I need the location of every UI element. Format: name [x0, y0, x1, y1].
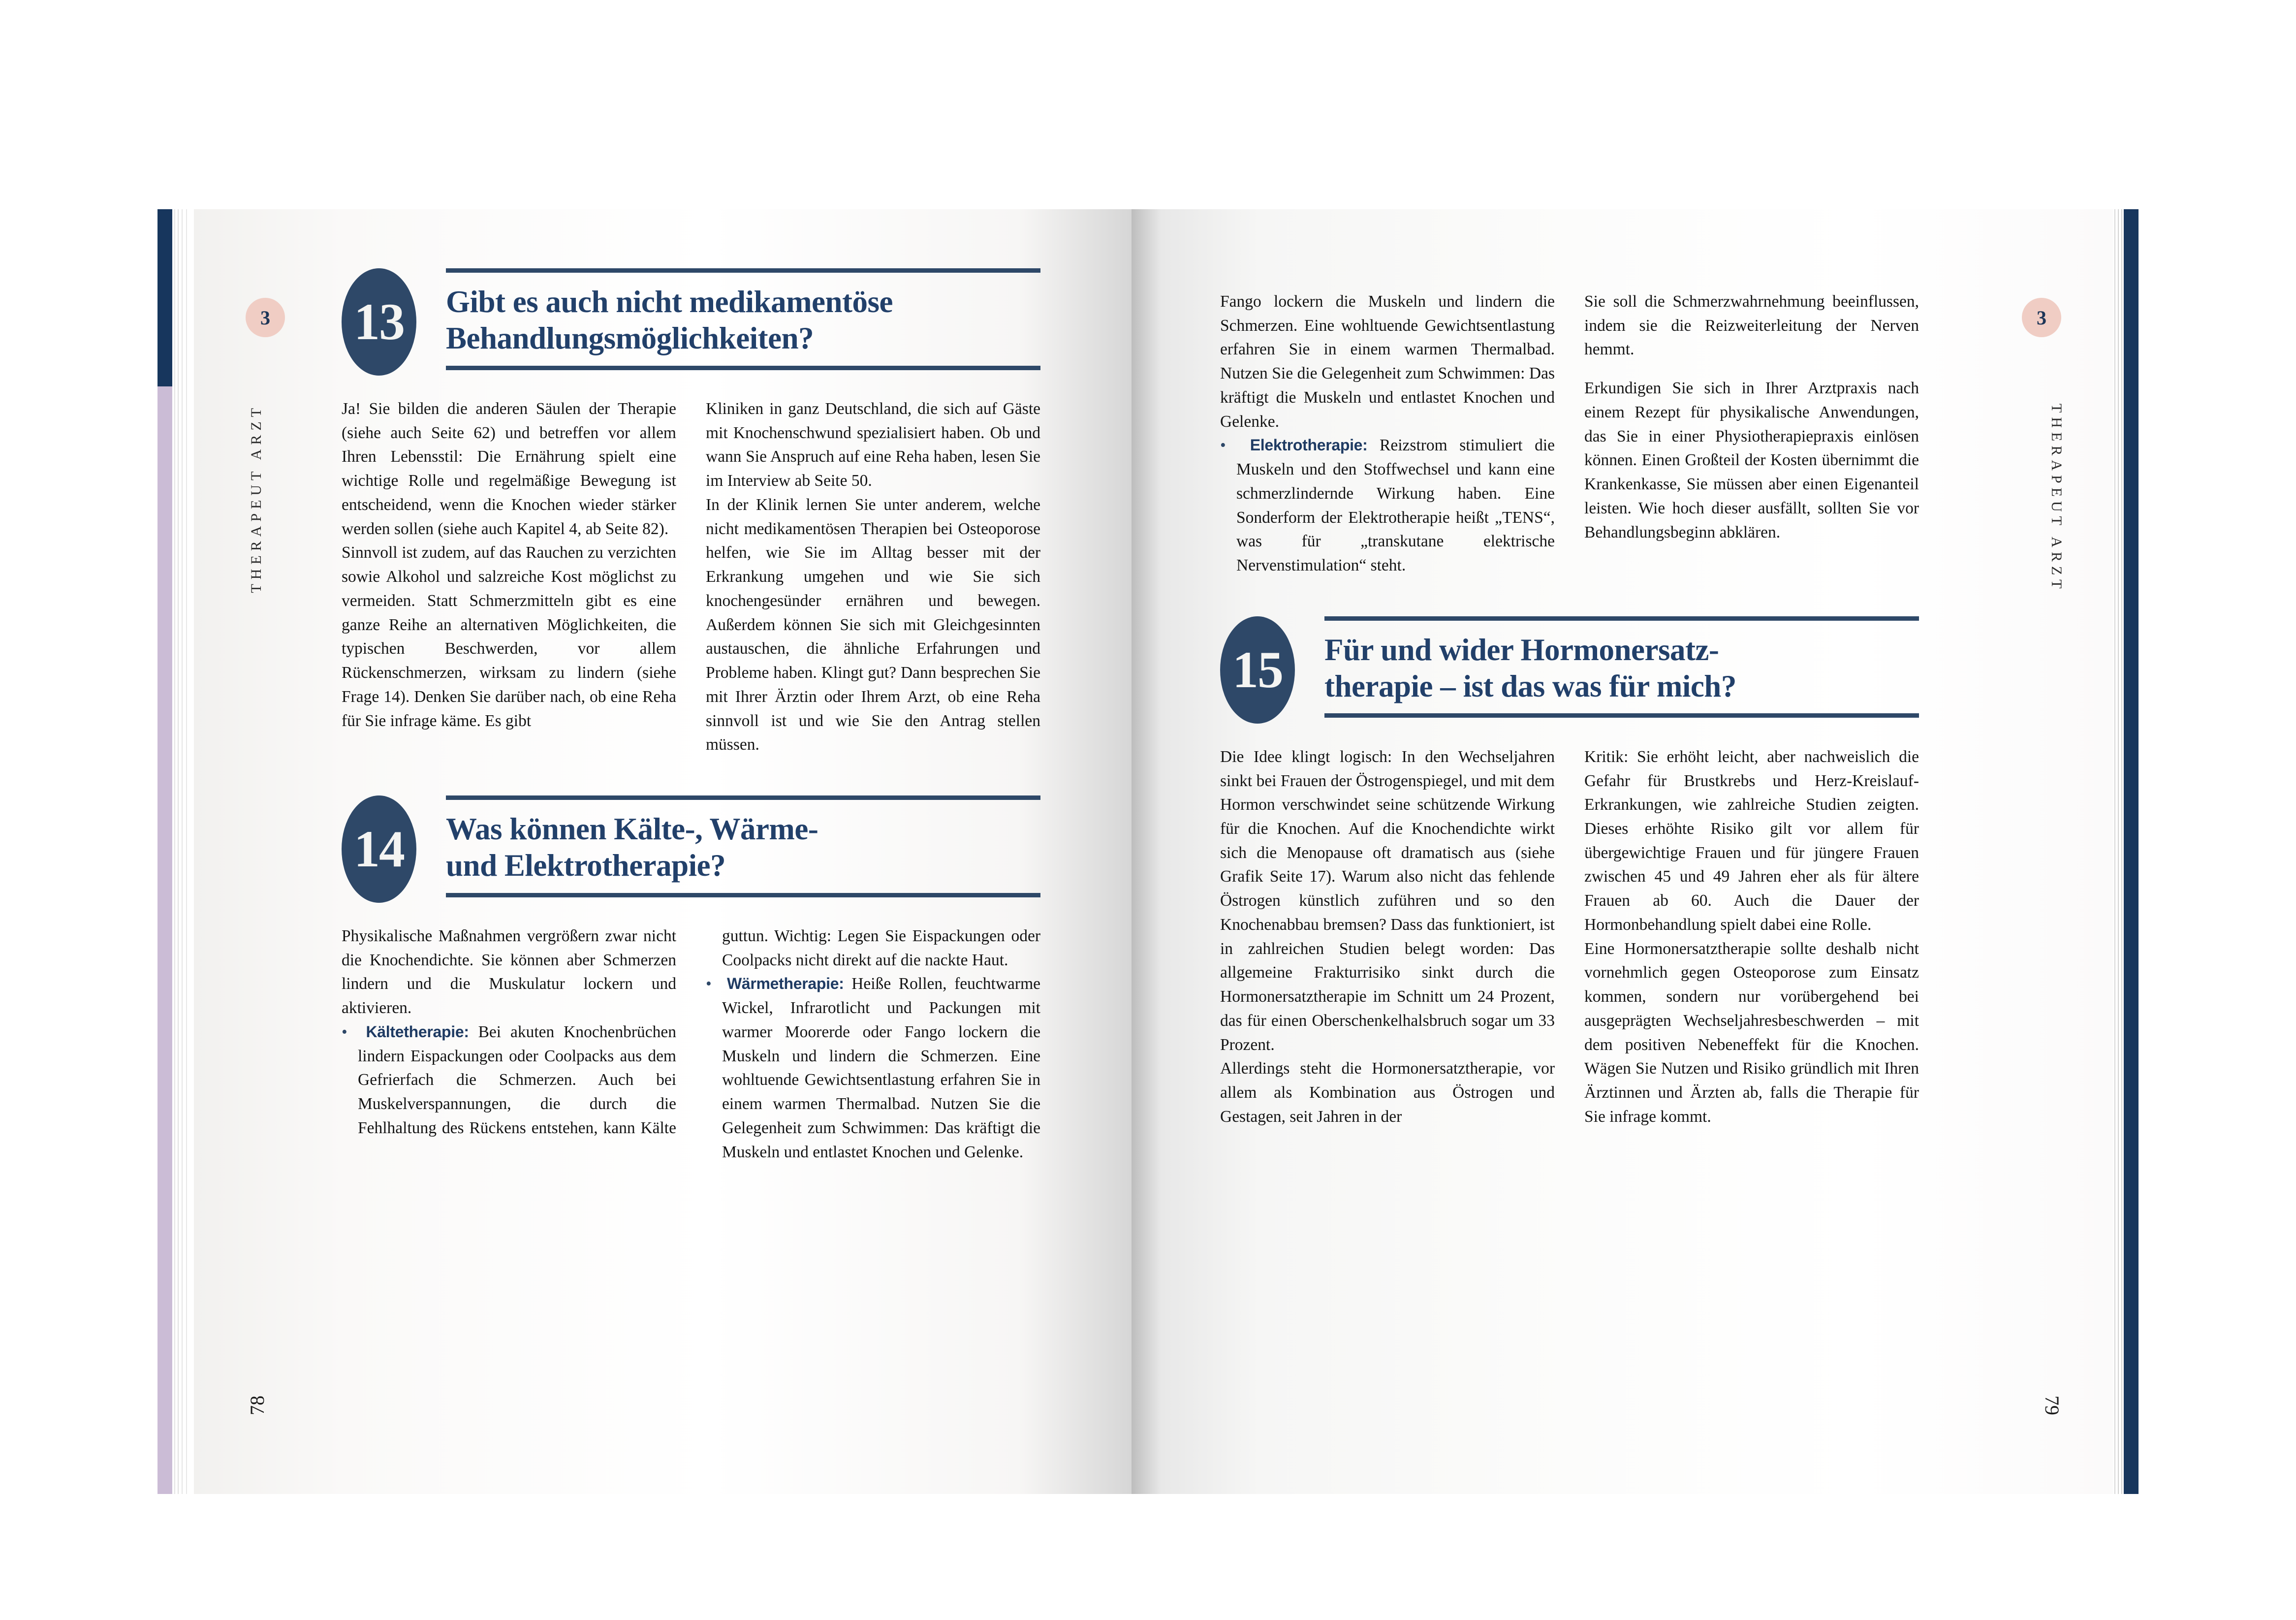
- paragraph: Sinnvoll ist zudem, auf das Rauchen zu verzichten sowie Alkohol und salzreiche Kost möglichst zu vermeiden. Statt Schmerzmitteln gibt es eine ganze Reihe an alternativen Möglichkeiten, die typischen Beschwerden, vor allem Rückenschmerzen, wirksam zu lindern (siehe Frage 14). Denken Sie darüber nach, ob eine Reha für Sie infrage käme. Es gibt: [342, 543, 676, 730]
- question-body-14-continued: [1220, 290, 1919, 578]
- question-body-15: [1220, 745, 1919, 1129]
- chapter-marker-left-number: 3: [260, 306, 270, 329]
- paragraph: Kritik: Sie erhöht leicht, aber nachweislich die Gefahr für Brustkrebs und Herz-Kreislauf-Erkrankungen, wie zahlreiche Studien zeigten. Dieses erhöhte Risiko gilt vor allem für übergewichtige Frauen und für jüngere Frauen zwischen 45 und 49 Jahren eher als für ältere Frauen ab 60. Auch die Dauer der Hormonbehandlung spielt dabei eine Rolle.: [1584, 747, 1919, 934]
- question-title-13-line1: Gibt es auch nicht medikamentöse: [446, 285, 893, 319]
- question-header-13: [342, 268, 1040, 376]
- spine-lavender-band-left: [157, 386, 172, 1494]
- section-spacer: [342, 757, 1040, 795]
- running-head-right: THERAPEUT ARZT: [2048, 404, 2065, 593]
- question-title-rule-15: [1324, 616, 1919, 718]
- question-title-rule-14: [446, 795, 1040, 897]
- paragraph: [1220, 290, 1555, 434]
- page-left: [194, 209, 1132, 1494]
- paragraph: Ja! Sie bilden die anderen Säulen der Therapie (siehe auch Seite 62) und betreffen vor allem Ihren Lebensstil: Die Ernährung spielt eine wichtige Rolle und regelmäßige Bewegung ist entscheidend, wenn die Knochen wieder stärker werden sollen (siehe auch Kapitel 4, ab Seite 82).: [342, 400, 676, 538]
- question-title-14: [446, 811, 1040, 884]
- paragraph: Allerdings steht die Hormonersatztherapie, vor allem als Kombination aus Östrogen und Gestagen, seit Jahren in der: [1220, 1059, 1555, 1126]
- bullet-text: Reizstrom stimuliert die Muskeln und den Stoffwechsel und kann eine schmerzlindernde Wirkung haben. Eine Sonderform der Elektrotherapie heißt „TENS“, was für „transkutane elektrische Nervenstimulation“ steht.: [1236, 436, 1555, 575]
- folio-right: 79: [2041, 1396, 2063, 1415]
- list-item: [1220, 434, 1555, 577]
- question-body-14: [342, 924, 1040, 1164]
- question-number-badge-13: 13: [342, 268, 416, 376]
- running-head-left: THERAPEUT ARZT: [248, 404, 264, 593]
- spine-navy-band-right: [2124, 209, 2139, 1494]
- question-number-badge-15: 15: [1220, 616, 1295, 724]
- question-header-14: [342, 795, 1040, 903]
- page-left-content: [342, 268, 1040, 1164]
- question-body-13: [342, 397, 1040, 757]
- paragraph: Die Idee klingt logisch: In den Wechseljahren sinkt bei Frauen der Östrogenspiegel, und mit dem Hormon verschwindet seine schützende Wirkung für die Knochen. Auf die Knochendichte wirkt sich die Menopause oft dramatisch aus (siehe Grafik Seite 17). Warum also nicht das fehlende Östrogen künstlich zuführen und so den Knochenabbau bremsen? Dass das funktioniert, ist in zahlreichen Studien belegt worden: Das allgemeine Frakturrisiko sinkt durch die Hormonersatztherapie im Schnitt um 24 Prozent, das für einen Oberschenkelhalsbruch sogar um 33 Prozent.: [1220, 747, 1555, 1054]
- paragraph: Kliniken in ganz Deutschland, die sich auf Gäste mit Knochenschwund spezialisiert haben. Ob und wann Sie Anspruch auf eine Reha haben, lesen Sie im Interview ab Seite 50.: [706, 400, 1040, 490]
- page-right: [1132, 209, 2113, 1494]
- question-block-14: [342, 795, 1040, 1164]
- question-title-15-line1: Für und wider Hormonersatz-: [1324, 632, 1719, 667]
- chapter-marker-right-number: 3: [2037, 306, 2046, 329]
- question-header-15: [1220, 616, 1919, 724]
- book-block: [157, 209, 2139, 1494]
- chapter-marker-left: [246, 298, 285, 337]
- bullet-label: Elektrotherapie:: [1250, 436, 1368, 454]
- paragraph: Sie soll die Schmerzwahrnehmung beeinflussen, indem sie die Reizweiterleitung der Nerven hemmt.: [1584, 292, 1919, 359]
- paragraph: Eine Hormonersatztherapie sollte deshalb nicht vornehmlich gegen Osteoporose zum Einsatz kommen, sondern nur vorübergehend bei ausgeprägten Wechseljahresbeschwerden – mit dem positiven Nebeneffekt für die Knochen. Wägen Sie Nutzen und Risiko gründlich mit Ihren Ärztinnen und Ärzten ab, falls die Therapie für Sie infrage kommt.: [1584, 939, 1919, 1126]
- spine-navy-band-left: [157, 209, 172, 386]
- list-item: [706, 972, 1040, 1164]
- question-number-badge-14: 14: [342, 795, 416, 903]
- question-title-13: [446, 284, 1040, 357]
- question-title-15: [1324, 632, 1919, 705]
- page-right-content: [1220, 268, 1919, 1129]
- question-title-13-line2: Behandlungsmöglichkeiten?: [446, 321, 814, 356]
- page-edges-left: [172, 209, 194, 1494]
- question-block-15: [1220, 616, 1919, 1129]
- bullet-text-continued: Fango lockern die Muskeln und lindern die Schmerzen. Eine wohltuende Gewichtsentlastung erfahren Sie in einem warmen Thermalbad. Nutzen Sie die Gelegenheit zum Schwimmen: Das kräftigt die Muskeln und entlastet Knochen und Gelenke.: [1220, 292, 1555, 431]
- paragraph: In der Klinik lernen Sie unter anderem, welche nicht medikamentösen Therapien bei Osteoporose helfen, wie Sie im Alltag besser mit der Erkrankung umgehen und wie Sie sich knochengesünder ernähren und bewegen. Außerdem können Sie sich mit Gleichgesinnten austauschen, die ähnliche Erfahrungen und Probleme haben. Klingt gut? Dann besprechen Sie mit Ihrer Ärztin oder Ihrem Arzt, ob eine Reha sinnvoll ist und wie Sie den Antrag stellen müssen.: [706, 495, 1040, 754]
- question-title-rule-13: [446, 268, 1040, 370]
- question-title-14-line2: und Elektrotherapie?: [446, 848, 726, 883]
- section-spacer: [1220, 578, 1919, 616]
- paragraph: Erkundigen Sie sich in Ihrer Arztpraxis nach einem Rezept für physikalische Anwendungen, das Sie in einer Physiotherapiepraxis einlösen können. Einen Großteil der Kosten übernimmt die Krankenkasse, Sie müssen aber einen Eigenanteil leisten. Wie hoch dieser ausfällt, sollten Sie vor Behandlungsbeginn abklären.: [1584, 379, 1919, 541]
- bullet-text: Bei akuten Knochenbrüchen lindern Eispackungen oder Coolpacks aus dem Gefrierfach die Schmerzen. Auch bei Muskelverspannungen, die durch die Fehlhaltung des Rückens entstehen, kann Kälte guttun. Wichtig: Legen Sie Eispackungen oder Coolpacks nicht direkt auf die nackte Haut.: [358, 927, 1040, 1137]
- chapter-marker-right: [2022, 298, 2061, 337]
- paragraph: Physikalische Maßnahmen vergrößern zwar nicht die Knochendichte. Sie können aber Schmerzen lindern und die Muskulatur lockern und aktivieren.: [342, 927, 676, 1017]
- question-title-15-line2: therapie – ist das was für mich?: [1324, 669, 1736, 704]
- question-block-13: [342, 268, 1040, 757]
- question-title-14-line1: Was können Kälte-, Wärme-: [446, 812, 818, 847]
- bullet-text: Heiße Rollen, feuchtwarme Wickel, Infrarotlicht und Packungen mit warmer Moorerde oder Fango lockern die Muskeln und lindern die Schmerzen. Eine wohltuende Gewichtsentlastung erfahren Sie in einem warmen Thermalbad. Nutzen Sie die Gelegenheit zum Schwimmen: Das kräftigt die Muskeln und entlastet Knochen und Gelenke.: [722, 975, 1040, 1161]
- bullet-label: Kältetherapie:: [366, 1022, 469, 1041]
- folio-left: 78: [246, 1396, 268, 1415]
- bullet-label: Wärmetherapie:: [726, 975, 844, 993]
